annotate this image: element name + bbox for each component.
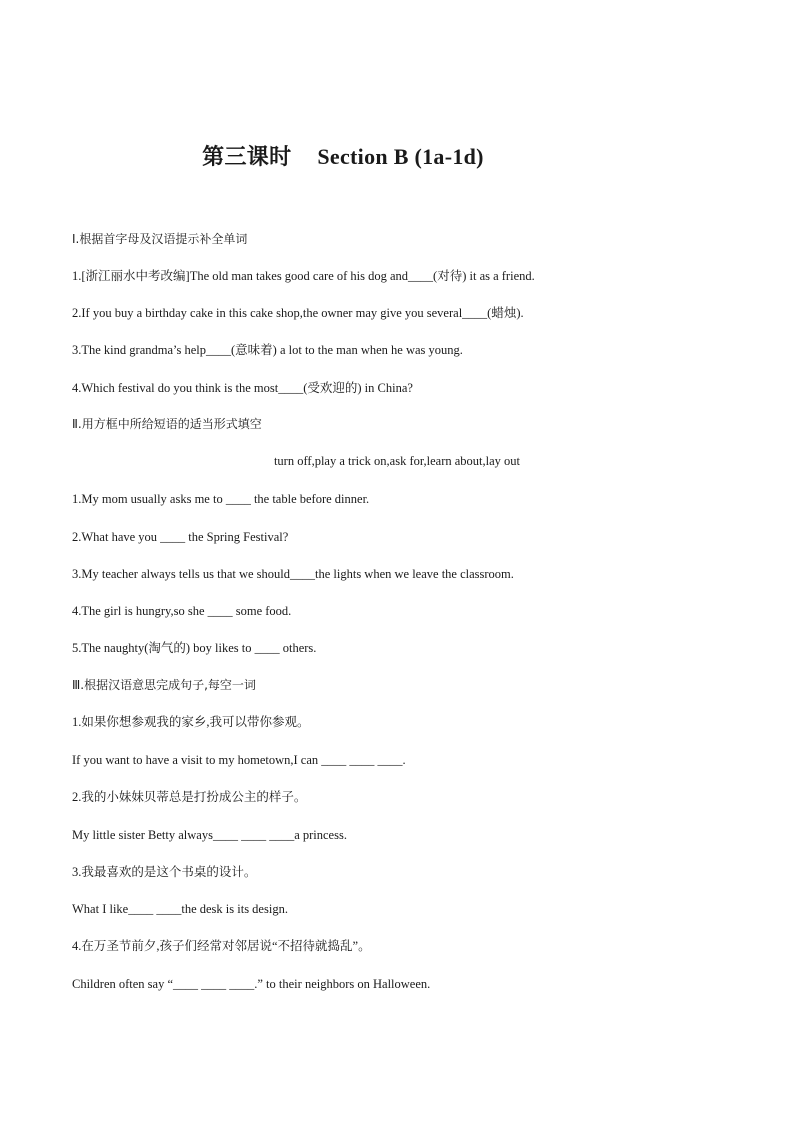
part1-question-4: 4.Which festival do you think is the most____(受欢迎的) in China? — [72, 381, 413, 395]
title-english: Section B (1a-1d) — [317, 144, 484, 169]
part1-question-3: 3.The kind grandma’s help____(意味着) a lot to the man when he was young. — [72, 343, 463, 357]
part2-question-1: 1.My mom usually asks me to ____ the table before dinner. — [72, 492, 370, 506]
part3-question-2-english: My little sister Betty always____ ____ ____a princess. — [72, 828, 347, 842]
part2-question-5: 5.The naughty(淘气的) boy likes to ____ others. — [72, 641, 317, 655]
part3-question-2-chinese: 2.我的小妹妹贝蒂总是打扮成公主的样子。 — [72, 790, 307, 804]
part3-question-3-english: What I like____ ____the desk is its design. — [72, 902, 288, 916]
title-chinese: 第三课时 — [202, 144, 292, 169]
part3-question-4-chinese: 4.在万圣节前夕,孩子们经常对邻居说“不招待就捣乱”。 — [72, 939, 371, 953]
part3-question-1-english: If you want to have a visit to my hometown,I can ____ ____ ____. — [72, 753, 406, 767]
page-title — [0, 140, 686, 171]
phrase-bank: turn off,play a trick on,ask for,learn about,lay out — [273, 454, 521, 468]
part1-question-2: 2.If you buy a birthday cake in this cake shop,the owner may give you several____(蜡烛). — [72, 306, 524, 320]
section-3-heading: Ⅲ.根据汉语意思完成句子,每空一词 — [72, 678, 256, 692]
part1-question-1: 1.[浙江丽水中考改编]The old man takes good care of his dog and____(对待) it as a friend. — [72, 269, 535, 283]
part2-question-4: 4.The girl is hungry,so she ____ some food. — [72, 604, 292, 618]
part3-question-4-english: Children often say “____ ____ ____.” to their neighbors on Halloween. — [72, 977, 431, 991]
section-1-heading: Ⅰ.根据首字母及汉语提示补全单词 — [72, 232, 248, 246]
part2-question-3: 3.My teacher always tells us that we should____the lights when we leave the classroom. — [72, 567, 514, 581]
section-2-heading: Ⅱ.用方框中所给短语的适当形式填空 — [72, 417, 262, 431]
part2-question-2: 2.What have you ____ the Spring Festival? — [72, 530, 289, 544]
part3-question-3-chinese: 3.我最喜欢的是这个书桌的设计。 — [72, 865, 257, 879]
part3-question-1-chinese: 1.如果你想参观我的家乡,我可以带你参观。 — [72, 715, 310, 729]
